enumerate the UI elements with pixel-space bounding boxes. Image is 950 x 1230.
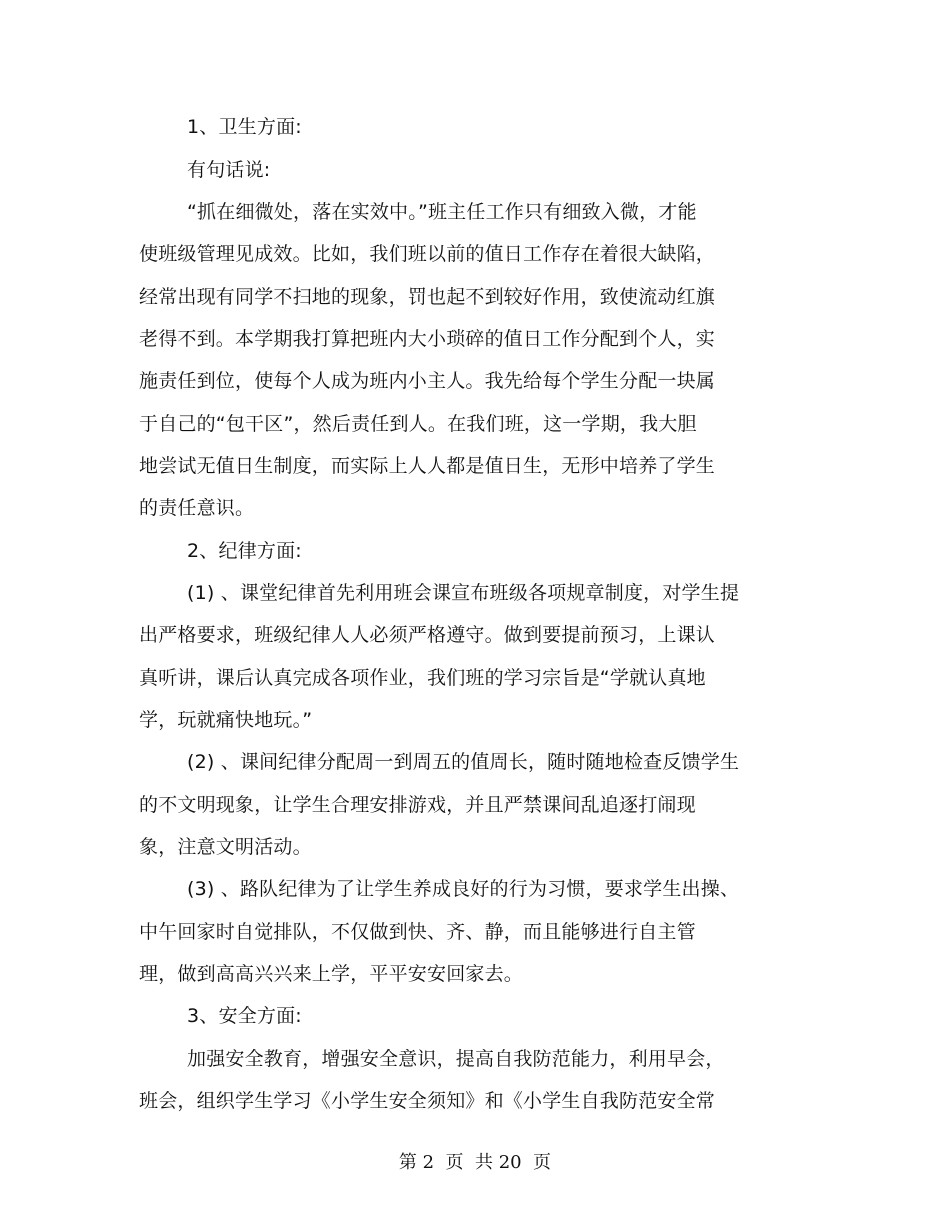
paragraph-line: 加强安全教育，增强安全意识，提高自我防范能力，利用早会， (187, 1048, 725, 1070)
paragraph-line: (2) 、课间纪律分配周一到周五的值周长，随时随地检查反馈学生 (187, 751, 740, 773)
paragraph-line: 象，注意文明活动。 (139, 836, 312, 858)
section-heading-discipline: 2、纪律方面: (187, 540, 302, 562)
paragraph-line: 理，做到高高兴兴来上学，平平安安回家去。 (139, 963, 524, 985)
section-heading-hygiene: 1、卫生方面: (187, 116, 302, 138)
paragraph-line: 有句话说: (187, 159, 271, 181)
paragraph-line: 经常出现有同学不扫地的现象，罚也起不到较好作用，致使流动红旗 (139, 286, 716, 308)
paragraph-line: 的不文明现象，让学生合理安排游戏，并且严禁课间乱追逐打闹现 (139, 794, 696, 816)
paragraph-line: 于自己的“包干区”，然后责任到人。在我们班，这一学期，我大胆 (139, 413, 697, 435)
paragraph-line: 学，玩就痛快地玩。” (139, 709, 313, 731)
paragraph-line: 真听讲，课后认真完成各项作业，我们班的学习宗旨是“学就认真地 (139, 667, 706, 689)
paragraph-line: 地尝试无值日生制度，而实际上人人都是值日生，无形中培养了学生 (139, 455, 716, 477)
paragraph-line: 出严格要求，班级纪律人人必须严格遵守。做到要提前预习，上课认 (139, 624, 716, 646)
paragraph-line: 的责任意识。 (139, 497, 255, 519)
paragraph-line: 班会，组织学生学习《小学生安全须知》和《小学生自我防范安全常 (139, 1090, 716, 1112)
paragraph-line: 施责任到位，使每个人成为班内小主人。我先给每个学生分配一块属 (139, 370, 716, 392)
paragraph-line: 使班级管理见成效。比如，我们班以前的值日工作存在着很大缺陷， (139, 243, 716, 265)
paragraph-line: (1) 、课堂纪律首先利用班会课宣布班级各项规章制度，对学生提 (187, 582, 740, 604)
paragraph-line: “抓在细微处，落在实效中。”班主任工作只有细致入微，才能 (187, 201, 697, 223)
page-number-footer: 第 2 页 共 20 页 (398, 1152, 552, 1173)
paragraph-line: 老得不到。本学期我打算把班内大小琐碎的值日工作分配到个人，实 (139, 328, 716, 350)
paragraph-line: (3) 、路队纪律为了让学生养成良好的行为习惯，要求学生出操、 (187, 878, 740, 900)
section-heading-safety: 3、安全方面: (187, 1005, 302, 1027)
paragraph-line: 中午回家时自觉排队，不仅做到快、齐、静，而且能够进行自主管 (139, 921, 696, 943)
